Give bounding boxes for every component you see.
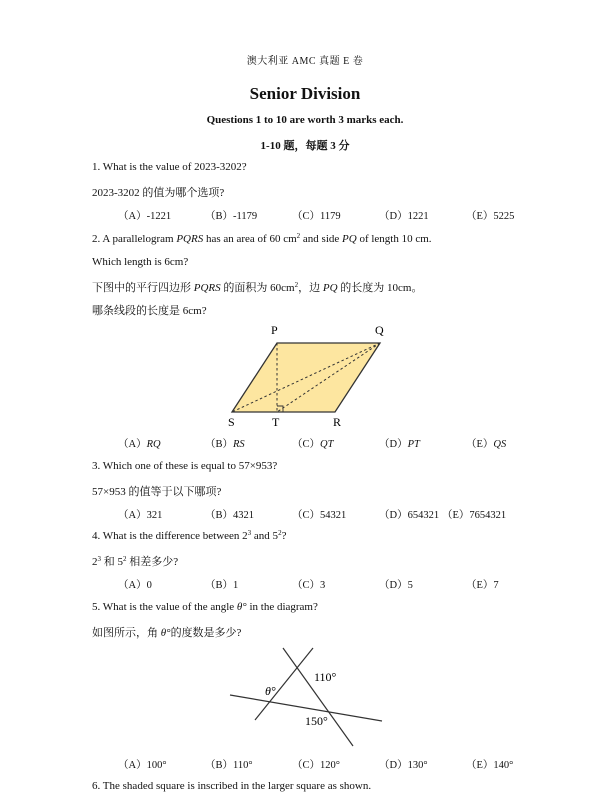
q5-text-cn: 如图所示，角 θ°的度数是多少?	[92, 627, 242, 639]
section-subtitle-cn: 1-10 题，每题 3 分	[260, 140, 350, 152]
label-110: 110°	[314, 670, 337, 684]
parallelogram-figure	[222, 320, 397, 432]
label-s: S	[228, 415, 235, 429]
q1-option-b: （B）-1179	[205, 211, 258, 222]
q2-option-b: （B）RS	[205, 439, 245, 450]
q2-text-cn-2: 哪条线段的长度是 6cm?	[92, 305, 207, 317]
line-1	[283, 648, 353, 746]
q2-option-c: （C）QT	[292, 439, 334, 450]
label-150: 150°	[305, 714, 328, 728]
q5-text: 5. What is the value of the angle θ° in the diagram?	[92, 601, 318, 613]
q1-option-a: （A）-1221	[118, 211, 172, 222]
q2-option-e: （E）QS	[466, 439, 507, 450]
q5-option-d: （D）130°	[379, 760, 428, 771]
q4-option-c: （C）3	[292, 580, 326, 591]
q5-option-c: （C）120°	[292, 760, 340, 771]
q2-option-d: （D）PT	[379, 439, 420, 450]
q3-text-cn: 57×953 的值等于以下哪项?	[92, 486, 222, 498]
q5-option-e: （E）140°	[466, 760, 514, 771]
q1-option-c: （C）1179	[292, 211, 341, 222]
q4-option-a: （A）0	[118, 580, 152, 591]
q2-text: 2. A parallelogram PQRS has an area of 60 $cm^2$ and side PQ of length 10 cm.	[92, 232, 432, 245]
q3-text: 3. Which one of these is equal to 57×953?	[92, 460, 278, 472]
q3-option-d: （D）654321	[379, 510, 440, 521]
q2-text-2: Which length is 6cm?	[92, 256, 189, 268]
q3-option-c: （C）54321	[292, 510, 347, 521]
q1-text: 1. What is the value of 2023-3202?	[92, 161, 247, 173]
q3-option-a: （A）321	[118, 510, 163, 521]
label-q: Q	[375, 323, 384, 337]
q1-text-cn: 2023-3202 的值为哪个选项?	[92, 187, 225, 199]
section-subtitle: Questions 1 to 10 are worth 3 marks each.	[206, 114, 404, 126]
q4-text-cn: $2^3$ 和 $5^2$ 相差多少?	[92, 555, 179, 568]
q4-option-d: （D）5	[379, 580, 413, 591]
q4-option-b: （B）1	[205, 580, 239, 591]
label-p: P	[271, 323, 278, 337]
page-header: 澳大利亚 AMC 真题 E 卷	[246, 56, 364, 67]
angle-figure	[225, 643, 390, 748]
page-title: Senior Division	[249, 84, 361, 103]
label-r: R	[333, 415, 342, 429]
q3-option-b: （B）4321	[205, 510, 255, 521]
q2-text-cn: 下图中的平行四边形 PQRS 的面积为 $60cm^2$，边 PQ 的长度为 10cm。	[92, 281, 423, 294]
q3-option-e: （E）7654321	[442, 510, 507, 521]
q1-option-e: （E）5225	[466, 211, 515, 222]
line-2	[255, 648, 313, 720]
q5-option-b: （B）110°	[205, 760, 253, 771]
q4-option-e: （E）7	[466, 580, 499, 591]
q2-option-a: （A）RQ	[118, 439, 161, 450]
q5-option-a: （A）100°	[118, 760, 167, 771]
q4-text: 4. What is the difference between $2^3$ and $5^2$?	[92, 529, 287, 542]
label-t: T	[272, 415, 280, 429]
q6-text: 6. The shaded square is inscribed in the larger square as shown.	[92, 780, 372, 792]
label-theta: θ°	[265, 684, 276, 698]
q1-option-d: （D）1221	[379, 211, 429, 222]
